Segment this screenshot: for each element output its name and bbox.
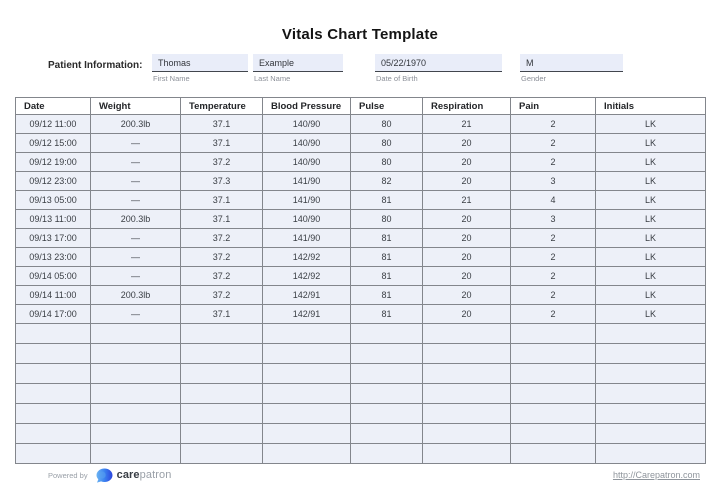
empty-table-cell (16, 384, 91, 404)
empty-table-cell (181, 424, 263, 444)
table-cell: 200.3lb (91, 210, 181, 229)
empty-table-cell (596, 444, 706, 464)
empty-table-cell (263, 364, 351, 384)
column-header: Initials (596, 98, 706, 115)
empty-table-cell (263, 384, 351, 404)
table-cell: LK (596, 153, 706, 172)
gender-label: Gender (521, 74, 547, 83)
empty-table-cell (91, 344, 181, 364)
carepatron-logo-icon (96, 468, 113, 483)
empty-table-cell (91, 424, 181, 444)
table-cell: 81 (351, 191, 423, 210)
table-cell: 2 (511, 229, 596, 248)
first-name-value: Thomas (152, 54, 248, 72)
table-cell: 3 (511, 172, 596, 191)
table-cell: 141/90 (263, 191, 351, 210)
empty-table-cell (511, 424, 596, 444)
table-cell: 09/13 11:00 (16, 210, 91, 229)
table-cell: 09/12 11:00 (16, 115, 91, 134)
empty-table-cell (423, 384, 511, 404)
empty-table-cell (511, 344, 596, 364)
column-header: Date (16, 98, 91, 115)
table-cell: 81 (351, 248, 423, 267)
empty-table-row (16, 344, 706, 364)
table-cell: LK (596, 286, 706, 305)
empty-table-row (16, 404, 706, 424)
empty-table-cell (16, 324, 91, 344)
table-cell: LK (596, 134, 706, 153)
table-cell: 37.2 (181, 153, 263, 172)
table-row (16, 134, 706, 153)
table-cell: 80 (351, 115, 423, 134)
table-cell: 37.2 (181, 248, 263, 267)
table-cell: 2 (511, 134, 596, 153)
table-row (16, 210, 706, 229)
date-of-birth-value: 05/22/1970 (375, 54, 502, 72)
first-name-label: First Name (153, 74, 190, 83)
empty-table-cell (423, 424, 511, 444)
table-cell: 142/91 (263, 286, 351, 305)
empty-table-cell (16, 444, 91, 464)
table-cell: 142/92 (263, 248, 351, 267)
table-cell: 20 (423, 305, 511, 324)
empty-table-cell (181, 324, 263, 344)
brand-wordmark-patron: patron (139, 469, 172, 481)
empty-table-cell (423, 324, 511, 344)
vitals-table-body (16, 115, 706, 464)
table-cell: 200.3lb (91, 115, 181, 134)
footer (0, 462, 720, 488)
table-row (16, 286, 706, 305)
empty-table-cell (351, 324, 423, 344)
table-cell: 21 (423, 115, 511, 134)
table-cell: 81 (351, 286, 423, 305)
empty-table-cell (181, 384, 263, 404)
empty-table-cell (596, 324, 706, 344)
table-cell: 09/14 11:00 (16, 286, 91, 305)
table-cell: 20 (423, 172, 511, 191)
table-cell: 09/12 19:00 (16, 153, 91, 172)
table-row (16, 153, 706, 172)
table-cell: 141/90 (263, 172, 351, 191)
table-cell: 2 (511, 305, 596, 324)
table-cell: 2 (511, 286, 596, 305)
table-cell: LK (596, 172, 706, 191)
empty-table-cell (423, 444, 511, 464)
table-cell: LK (596, 115, 706, 134)
empty-table-cell (511, 324, 596, 344)
table-cell: — (91, 267, 181, 286)
table-cell: 37.1 (181, 210, 263, 229)
table-cell: 37.2 (181, 286, 263, 305)
empty-table-cell (181, 404, 263, 424)
table-cell: LK (596, 210, 706, 229)
table-cell: 37.3 (181, 172, 263, 191)
column-header: Respiration (423, 98, 511, 115)
table-cell: — (91, 153, 181, 172)
table-row (16, 267, 706, 286)
empty-table-cell (263, 424, 351, 444)
table-cell: 81 (351, 229, 423, 248)
table-cell: LK (596, 191, 706, 210)
table-cell: — (91, 191, 181, 210)
empty-table-cell (16, 424, 91, 444)
table-cell: 2 (511, 248, 596, 267)
empty-table-row (16, 424, 706, 444)
empty-table-cell (596, 404, 706, 424)
table-cell: 142/91 (263, 305, 351, 324)
table-cell: 21 (423, 191, 511, 210)
empty-table-cell (596, 364, 706, 384)
table-cell: 09/12 23:00 (16, 172, 91, 191)
table-cell: 37.2 (181, 229, 263, 248)
empty-table-row (16, 364, 706, 384)
brand-wordmark-care: care (116, 469, 140, 481)
table-cell: 37.2 (181, 267, 263, 286)
table-cell: 20 (423, 153, 511, 172)
table-cell: 09/13 17:00 (16, 229, 91, 248)
empty-table-cell (91, 404, 181, 424)
table-cell: 37.1 (181, 305, 263, 324)
empty-table-row (16, 444, 706, 464)
empty-table-cell (16, 344, 91, 364)
empty-table-cell (351, 364, 423, 384)
empty-table-cell (511, 404, 596, 424)
table-cell: 80 (351, 134, 423, 153)
table-cell: 2 (511, 267, 596, 286)
empty-table-cell (263, 444, 351, 464)
table-cell: — (91, 134, 181, 153)
column-header: Blood Pressure (263, 98, 351, 115)
first-name-field (152, 54, 248, 83)
table-cell: — (91, 172, 181, 191)
empty-table-cell (91, 384, 181, 404)
last-name-value: Example (253, 54, 343, 72)
empty-table-cell (351, 384, 423, 404)
table-cell: 80 (351, 153, 423, 172)
table-cell: 09/12 15:00 (16, 134, 91, 153)
empty-table-cell (423, 364, 511, 384)
empty-table-cell (351, 444, 423, 464)
column-header: Temperature (181, 98, 263, 115)
table-cell: 3 (511, 210, 596, 229)
table-cell: 20 (423, 267, 511, 286)
table-cell: 140/90 (263, 210, 351, 229)
empty-table-cell (351, 424, 423, 444)
table-cell: 81 (351, 267, 423, 286)
vitals-table (15, 97, 706, 464)
table-cell: LK (596, 229, 706, 248)
empty-table-cell (423, 344, 511, 364)
table-cell: 142/92 (263, 267, 351, 286)
empty-table-cell (181, 344, 263, 364)
table-cell: 81 (351, 305, 423, 324)
table-cell: 09/14 05:00 (16, 267, 91, 286)
empty-table-cell (511, 364, 596, 384)
gender-field (520, 54, 623, 83)
column-header: Weight (91, 98, 181, 115)
carepatron-link[interactable]: http://Carepatron.com (612, 470, 700, 480)
table-cell: 140/90 (263, 115, 351, 134)
table-cell: 37.1 (181, 134, 263, 153)
table-cell: 140/90 (263, 134, 351, 153)
empty-table-cell (181, 364, 263, 384)
vitals-table-header (16, 98, 706, 115)
table-row (16, 248, 706, 267)
empty-table-cell (91, 364, 181, 384)
table-row (16, 115, 706, 134)
table-header-row (16, 98, 706, 115)
column-header: Pain (511, 98, 596, 115)
empty-table-cell (91, 444, 181, 464)
table-cell: 20 (423, 134, 511, 153)
table-cell: 82 (351, 172, 423, 191)
patient-info-section (0, 54, 720, 83)
table-cell: 20 (423, 210, 511, 229)
table-row (16, 305, 706, 324)
empty-table-cell (16, 404, 91, 424)
table-cell: — (91, 229, 181, 248)
empty-table-cell (16, 364, 91, 384)
empty-table-cell (263, 404, 351, 424)
empty-table-cell (596, 344, 706, 364)
last-name-field (253, 54, 343, 83)
column-header: Pulse (351, 98, 423, 115)
empty-table-row (16, 384, 706, 404)
table-cell: 200.3lb (91, 286, 181, 305)
empty-table-row (16, 324, 706, 344)
table-row (16, 172, 706, 191)
table-cell: 20 (423, 248, 511, 267)
table-cell: 2 (511, 153, 596, 172)
table-cell: 20 (423, 229, 511, 248)
table-cell: 09/13 05:00 (16, 191, 91, 210)
table-cell: LK (596, 305, 706, 324)
table-cell: 37.1 (181, 115, 263, 134)
table-cell: 09/13 23:00 (16, 248, 91, 267)
patient-info-label: Patient Information: (48, 60, 143, 71)
last-name-label: Last Name (254, 74, 291, 83)
empty-table-cell (181, 444, 263, 464)
table-cell: — (91, 248, 181, 267)
brand-wordmark (117, 469, 172, 481)
empty-table-cell (596, 384, 706, 404)
table-cell: 09/14 17:00 (16, 305, 91, 324)
date-of-birth-field (375, 54, 502, 83)
empty-table-cell (91, 324, 181, 344)
table-cell: 80 (351, 210, 423, 229)
table-cell: 4 (511, 191, 596, 210)
empty-table-cell (263, 324, 351, 344)
table-cell: — (91, 305, 181, 324)
table-cell: 141/90 (263, 229, 351, 248)
table-cell: LK (596, 248, 706, 267)
table-cell: 37.1 (181, 191, 263, 210)
powered-by-label: Powered by (48, 470, 88, 480)
gender-value: M (520, 54, 623, 72)
empty-table-cell (596, 424, 706, 444)
date-of-birth-label: Date of Birth (376, 74, 418, 83)
table-cell: 140/90 (263, 153, 351, 172)
empty-table-cell (511, 384, 596, 404)
table-row (16, 229, 706, 248)
empty-table-cell (351, 404, 423, 424)
empty-table-cell (423, 404, 511, 424)
table-cell: LK (596, 267, 706, 286)
table-row (16, 191, 706, 210)
table-cell: 2 (511, 115, 596, 134)
empty-table-cell (511, 444, 596, 464)
empty-table-cell (263, 344, 351, 364)
table-cell: 20 (423, 286, 511, 305)
page-title: Vitals Chart Template (281, 26, 439, 43)
empty-table-cell (351, 344, 423, 364)
